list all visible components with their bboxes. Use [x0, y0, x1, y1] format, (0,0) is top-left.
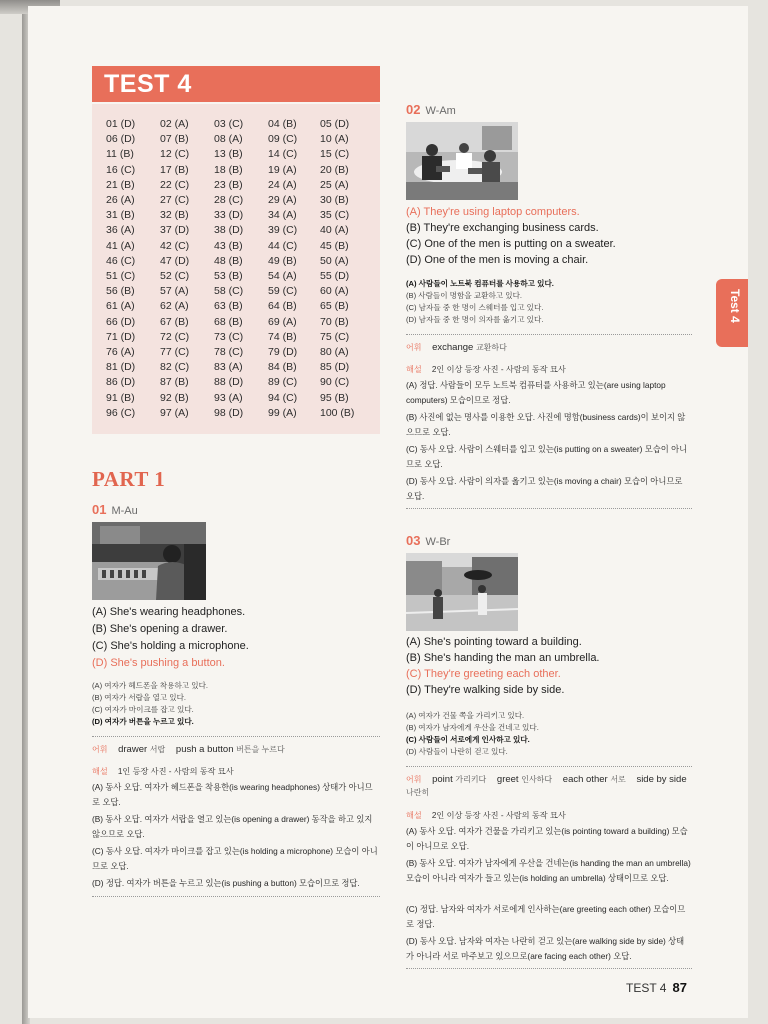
question-02-photo — [406, 122, 518, 200]
explanation-label: 해설 — [406, 811, 422, 820]
answer-key-entry: 69 (A) — [268, 315, 297, 328]
q01-kr-a: (A) 여자가 헤드폰을 착용하고 있다. — [92, 681, 209, 690]
answer-key-entry: 02 (A) — [160, 118, 189, 130]
divider — [406, 508, 692, 509]
q01-kr-b: (B) 여자가 서랍을 열고 있다. — [92, 693, 187, 702]
vocab-word: side by side — [636, 774, 687, 785]
answer-key-entry: 36 (A) — [106, 224, 135, 237]
question-01-photo — [92, 522, 206, 600]
explanation-label: 해설 — [92, 767, 108, 776]
answer-key-entry: 59 (C) — [268, 285, 298, 298]
answer-key-entry: 92 (B) — [160, 391, 189, 404]
q02-kr-d: (D) 남자들 중 한 명이 의자를 옮기고 있다. — [406, 315, 544, 324]
answer-key-entry: 41 (A) — [106, 239, 135, 252]
answer-key-entry: 57 (A) — [160, 285, 189, 298]
q03-vocab — [406, 773, 696, 799]
answer-key-entry: 60 (A) — [320, 285, 349, 298]
answer-key-entry: 52 (C) — [160, 270, 190, 282]
q01-option-a: (A) She's wearing headphones. — [92, 606, 246, 618]
answer-key-entry: 63 (B) — [214, 300, 243, 313]
answer-key-entry: 88 (D) — [214, 376, 244, 389]
q01-expl-b: (B) 동사 오답. 여자가 서랍을 열고 있는(is opening a drawer) 동작을 하고 있지 않으므로 오답. — [92, 814, 373, 839]
explanation-label: 해설 — [406, 365, 422, 374]
answer-key-entry: 04 (B) — [268, 118, 297, 130]
vocab-gloss: 교환하다 — [475, 343, 507, 352]
answer-key-entry: 70 (B) — [320, 315, 349, 328]
answer-key-entry: 24 (A) — [268, 178, 297, 191]
q01-option-c: (C) She's holding a microphone. — [92, 640, 249, 652]
answer-key-entry: 15 (C) — [320, 148, 350, 161]
answer-key-entry: 08 (A) — [214, 133, 243, 146]
answer-key-entry: 50 (A) — [320, 254, 349, 267]
vocab-gloss: 가리키다 — [455, 775, 487, 784]
answer-key-entry: 44 (C) — [268, 239, 298, 252]
q02-expl-d: (D) 동사 오답. 사람이 의자를 옮기고 있는(is moving a chair) 모습이 아니므로 오답. — [406, 476, 683, 501]
answer-key-entry: 43 (B) — [214, 239, 243, 252]
q03-option-d: (D) They're walking side by side. — [406, 684, 565, 696]
answer-key-entry: 26 (A) — [106, 194, 135, 206]
answer-key-entry: 87 (B) — [160, 376, 189, 389]
answer-key-entry: 79 (D) — [268, 346, 298, 358]
answer-key-entry: 47 (D) — [160, 254, 190, 267]
q01-kr-d: (D) 여자가 버튼을 누르고 있다. — [92, 717, 194, 726]
q03-option-a: (A) She's pointing toward a building. — [406, 636, 582, 648]
vocab-label: 어휘 — [406, 775, 422, 784]
answer-key-entry: 93 (A) — [214, 391, 243, 404]
answer-key-entry: 37 (D) — [160, 224, 190, 237]
answer-key-entry: 46 (C) — [106, 254, 136, 267]
q03-kr-c: (C) 사람들이 서로에게 인사하고 있다. — [406, 735, 530, 744]
answer-key-entry: 82 (C) — [160, 361, 190, 374]
answer-key-entry: 32 (B) — [160, 209, 189, 222]
answer-key-entry: 09 (C) — [268, 133, 298, 146]
answer-key-entry: 03 (C) — [214, 118, 244, 130]
answer-key-entry: 01 (D) — [106, 118, 136, 130]
explanation-heading: 2인 이상 등장 사진 - 사람의 동작 묘사 — [431, 811, 566, 820]
test-title: TEST 4 — [104, 70, 192, 98]
answer-key-entry: 75 (C) — [320, 330, 350, 343]
answer-key-entry: 20 (B) — [320, 163, 349, 176]
q02-option-b: (B) They're exchanging business cards. — [406, 222, 599, 234]
divider — [92, 896, 380, 897]
answer-key-entry: 61 (A) — [106, 300, 135, 313]
footer-test-label: TEST 4 — [626, 981, 667, 995]
answer-key-entry: 97 (A) — [160, 406, 189, 419]
answer-key-entry: 34 (A) — [268, 209, 297, 222]
answer-key-entry: 19 (A) — [268, 163, 297, 176]
answer-key-entry: 53 (B) — [214, 270, 243, 282]
q01-option-b: (B) She's opening a drawer. — [92, 623, 228, 635]
answer-key-entry: 13 (B) — [214, 148, 243, 161]
vocab-gloss: 버튼을 누르다 — [236, 745, 285, 754]
q02-option-c: (C) One of the men is putting on a sweater. — [406, 238, 616, 250]
q02-kr-b: (B) 사람들이 명함을 교환하고 있다. — [406, 291, 523, 300]
answer-key-entry: 94 (C) — [268, 391, 298, 404]
q03-expl-c: (C) 정답. 남자와 여자가 서로에게 인사하는(are greeting each other) 모습이므로 정답. — [406, 904, 686, 929]
answer-key-entry: 25 (A) — [320, 178, 349, 191]
answer-key-entry: 83 (A) — [214, 361, 243, 374]
answer-key-entry: 06 (D) — [106, 133, 136, 146]
answer-key-entry: 31 (B) — [106, 209, 135, 222]
answer-key-entry: 42 (C) — [160, 239, 190, 252]
answer-key-entry: 62 (A) — [160, 300, 189, 313]
answer-key-entry: 91 (B) — [106, 391, 135, 404]
answer-key-entry: 29 (A) — [268, 194, 297, 206]
answer-key-entry: 95 (B) — [320, 391, 349, 404]
answer-key-entry: 35 (C) — [320, 209, 350, 222]
q03-explanation-title — [406, 810, 566, 821]
answer-key-entry: 73 (C) — [214, 330, 244, 343]
answer-key-entry: 39 (C) — [268, 224, 298, 237]
answer-key-entry: 90 (C) — [320, 376, 350, 389]
answer-key-entry: 72 (C) — [160, 330, 190, 343]
answer-key-entry: 76 (A) — [106, 346, 135, 358]
vocab-word: each other — [562, 774, 608, 785]
vocab-gloss: 나란히 — [406, 788, 430, 797]
q01-kr-c: (C) 여자가 마이크를 잡고 있다. — [92, 705, 194, 714]
answer-key-entry: 89 (C) — [268, 376, 298, 389]
answer-key-entry: 68 (B) — [214, 315, 243, 328]
answer-key-entry: 84 (B) — [268, 361, 297, 374]
q02-vocab — [406, 342, 515, 353]
answer-key-entry: 66 (D) — [106, 315, 136, 328]
q03-kr-a: (A) 여자가 건물 쪽을 가리키고 있다. — [406, 711, 525, 720]
divider — [406, 968, 692, 969]
answer-key-entry: 49 (B) — [268, 254, 297, 267]
question-number: 02 — [406, 102, 421, 117]
vocab-gloss: 인사하다 — [521, 775, 553, 784]
q03-option-b: (B) She's handing the man an umbrella. — [406, 652, 600, 664]
divider — [406, 766, 692, 767]
q02-option-d: (D) One of the men is moving a chair. — [406, 254, 589, 266]
question-01-header — [92, 502, 138, 517]
q02-option-a-correct: (A) They're using laptop computers. — [406, 206, 580, 218]
q01-expl-c: (C) 동사 오답. 여자가 마이크를 잡고 있는(is holding a microphone) 모습이 아니므로 오답. — [92, 846, 378, 871]
question-03-photo — [406, 553, 518, 631]
test-banner — [92, 66, 380, 102]
answer-key-entry: 48 (B) — [214, 254, 243, 267]
answer-key-entry: 22 (C) — [160, 178, 190, 191]
answer-key-entry: 30 (B) — [320, 194, 349, 206]
answer-key-entry: 12 (C) — [160, 148, 190, 161]
answer-key-entry: 38 (D) — [214, 224, 244, 237]
answer-key-entry: 10 (A) — [320, 133, 349, 146]
answer-key-entry: 16 (C) — [106, 163, 136, 176]
divider — [406, 334, 692, 335]
explanation-heading: 2인 이상 등장 사진 - 사람의 동작 묘사 — [431, 365, 566, 374]
q03-kr-d: (D) 사람들이 나란히 걷고 있다. — [406, 747, 508, 756]
answer-key-entry: 71 (D) — [106, 330, 136, 343]
answer-key-entry: 23 (B) — [214, 178, 243, 191]
speaker-label: M-Au — [111, 505, 138, 517]
speaker-label: W-Br — [425, 536, 451, 548]
divider — [92, 736, 380, 737]
answer-key-entry: 33 (D) — [214, 209, 244, 222]
answer-key-entry: 58 (C) — [214, 285, 244, 298]
answer-key-entry: 05 (D) — [320, 118, 350, 130]
q01-expl-d: (D) 정답. 여자가 버튼을 누르고 있는(is pushing a button) 모습이므로 정답. — [92, 878, 360, 888]
q03-expl-b: (B) 동사 오답. 여자가 남자에게 우산을 건네는(is handing the man an umbrella) 모습이 아니라 여자가 들고 있는(is holding an umbrella) 상태이므로 오답. — [406, 858, 691, 883]
vocab-gloss: 서로 — [610, 775, 626, 784]
answer-key-entry: 17 (B) — [160, 163, 189, 176]
answer-key-entry: 11 (B) — [106, 148, 134, 161]
answer-key-grid — [92, 104, 380, 434]
answer-key-entry: 14 (C) — [268, 148, 298, 161]
vocab-word: greet — [496, 774, 519, 785]
answer-key-entry: 51 (C) — [106, 270, 136, 282]
answer-key-entry: 27 (C) — [160, 194, 190, 206]
answer-key-entry: 74 (B) — [268, 330, 297, 343]
answer-key-entry: 56 (B) — [106, 285, 135, 298]
q03-expl-a: (A) 동사 오답. 여자가 건물을 가리키고 있는(is pointing toward a building) 모습이 아니므로 오답. — [406, 826, 688, 851]
question-03-header — [406, 533, 450, 548]
vocab-label: 어휘 — [92, 745, 108, 754]
q02-expl-b: (B) 사진에 없는 명사를 이용한 오답. 사진에 명함(business cards)이 보이지 않으므로 오답. — [406, 412, 686, 437]
q01-expl-a: (A) 동사 오답. 여자가 헤드폰을 착용한(is wearing headphones) 상태가 아니므로 오답. — [92, 782, 373, 807]
answer-key-entry: 45 (B) — [320, 239, 349, 252]
q01-option-d-correct: (D) She's pushing a button. — [92, 657, 225, 669]
q03-option-c-correct: (C) They're greeting each other. — [406, 668, 561, 680]
q02-expl-c: (C) 동사 오답. 사람이 스웨터를 입고 있는(is putting on a sweater) 모습이 아니므로 오답. — [406, 444, 688, 469]
vocab-word: exchange — [432, 342, 474, 353]
answer-key-entry: 40 (A) — [320, 224, 349, 237]
q01-explanation-title — [92, 766, 234, 777]
q03-kr-b: (B) 여자가 남자에게 우산을 건네고 있다. — [406, 723, 539, 732]
answer-key-entry: 100 (B) — [320, 406, 355, 419]
page-number: 87 — [672, 980, 687, 995]
test-side-tab — [716, 279, 748, 347]
answer-key-entry: 64 (B) — [268, 300, 297, 313]
answer-key-entry: 77 (C) — [160, 346, 190, 358]
answer-key-entry: 80 (A) — [320, 346, 349, 358]
q02-kr-a: (A) 사람들이 노트북 컴퓨터를 사용하고 있다. — [406, 279, 554, 288]
q02-explanation-title — [406, 364, 566, 375]
part-title: PART 1 — [92, 467, 166, 491]
answer-key-entry: 86 (D) — [106, 376, 136, 389]
answer-key-entry: 81 (D) — [106, 361, 136, 374]
answer-key-entry: 07 (B) — [160, 133, 189, 146]
vocab-word: drawer — [118, 744, 148, 755]
answer-key-entry: 98 (D) — [214, 406, 244, 419]
question-number: 03 — [406, 533, 421, 548]
side-tab-label: Test 4 — [728, 289, 742, 323]
answer-key-entry: 78 (C) — [214, 346, 244, 358]
q02-kr-c: (C) 남자들 중 한 명이 스웨터를 입고 있다. — [406, 303, 544, 312]
answer-key-entry: 99 (A) — [268, 406, 297, 419]
answer-key-entry: 54 (A) — [268, 270, 297, 282]
answer-key-entry: 21 (B) — [106, 178, 135, 191]
question-02-header — [406, 102, 456, 117]
q02-expl-a: (A) 정답. 사람들이 모두 노트북 컴퓨터를 사용하고 있는(are using laptop computers) 모습이므로 정답. — [406, 380, 666, 405]
vocab-word: point — [432, 774, 453, 785]
explanation-heading: 1인 등장 사진 - 사람의 동작 묘사 — [117, 767, 234, 776]
answer-key-entry: 18 (B) — [214, 163, 243, 176]
question-number: 01 — [92, 502, 107, 517]
q03-expl-d: (D) 동사 오답. 남자와 여자는 나란히 걷고 있는(are walking side by side) 상태가 아니라 서로 마주보고 있으므로(are facing each other) 오답. — [406, 936, 685, 961]
speaker-label: W-Am — [425, 105, 456, 117]
answer-key-entry: 28 (C) — [214, 194, 244, 206]
q01-vocab — [92, 744, 293, 755]
answer-key-entry: 67 (B) — [160, 315, 189, 328]
vocab-gloss: 서랍 — [149, 745, 166, 754]
answer-key-entry: 85 (D) — [320, 361, 350, 374]
vocab-label: 어휘 — [406, 343, 422, 352]
vocab-word: push a button — [175, 744, 234, 755]
answer-key-entry: 55 (D) — [320, 270, 350, 282]
answer-key-entry: 65 (B) — [320, 300, 349, 313]
page-footer — [626, 980, 687, 995]
answer-key-entry: 96 (C) — [106, 406, 136, 419]
